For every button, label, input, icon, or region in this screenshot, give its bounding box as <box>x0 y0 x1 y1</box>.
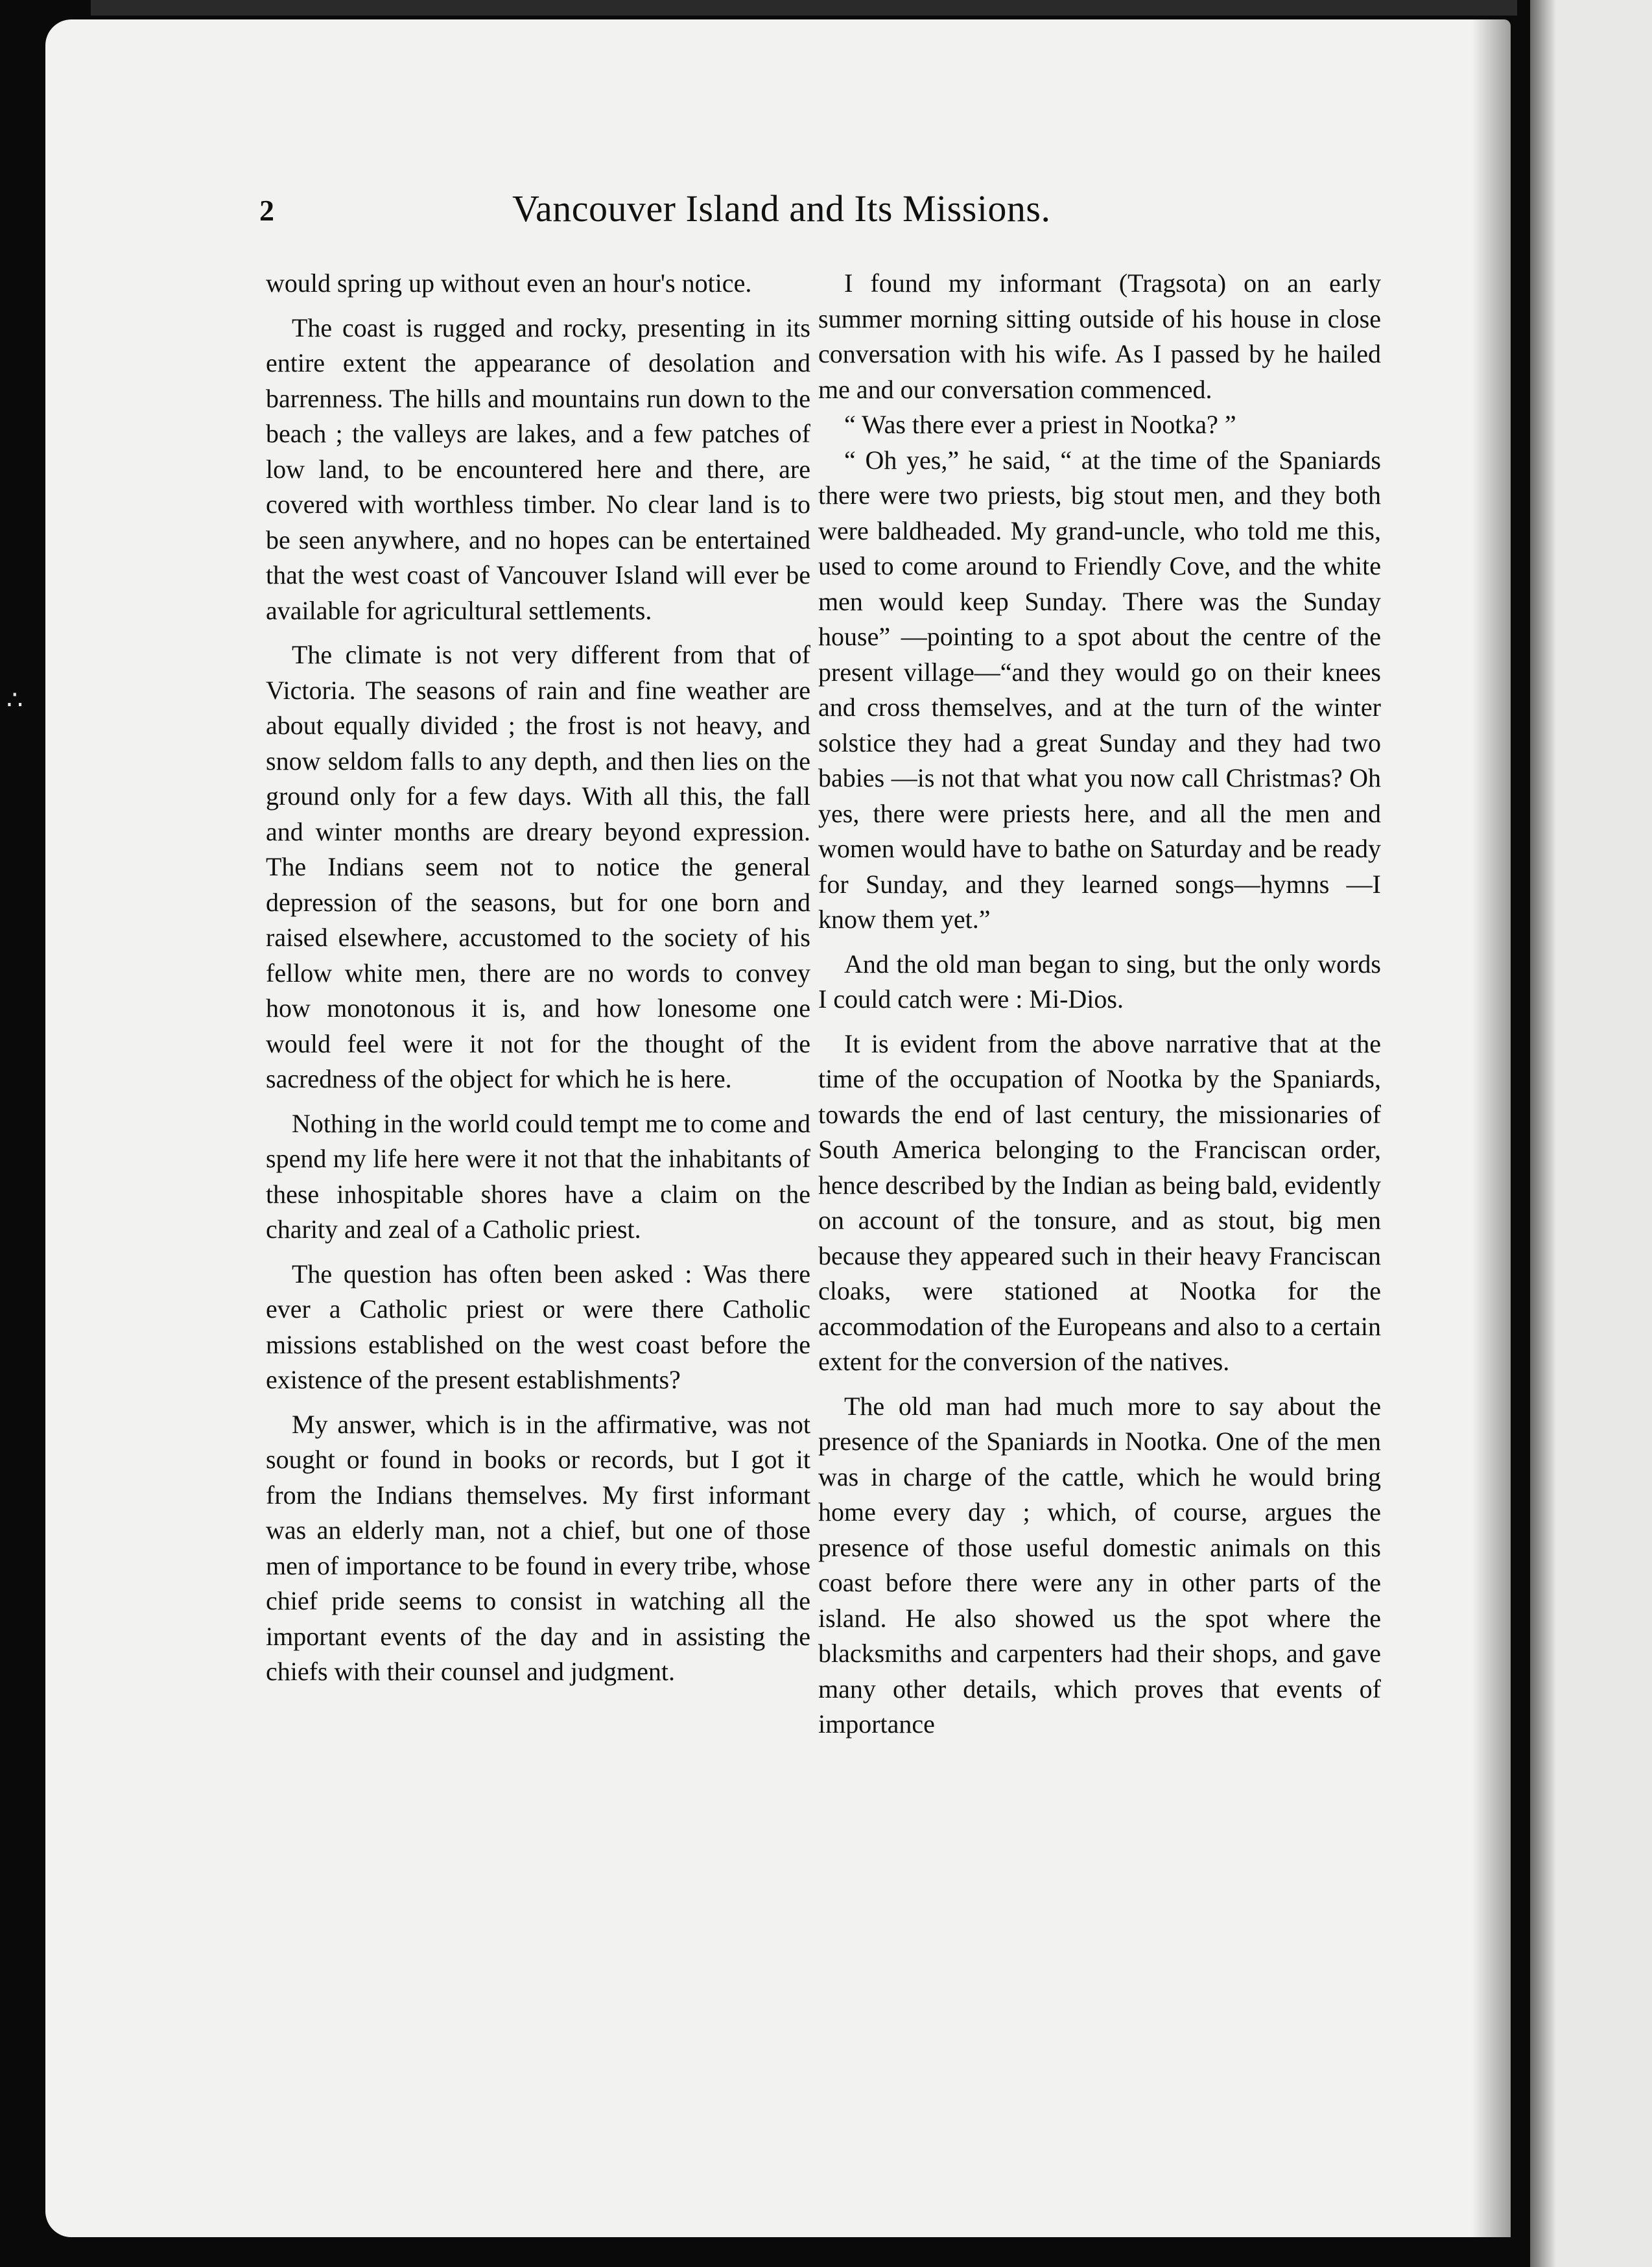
paragraph: The climate is not very different from that of Victoria. The seasons of rain and fine weather are about equally divided ; the frost is not heavy, and snow seldom falls to any depth, and then lies on the ground only for a few days. With all this, the fall and winter months are dreary beyond expression. The Indians seem not to notice the general depression of the seasons, but for one born and raised elsewhere, accustomed to the society of his fellow white men, there are no words to convey how monotonous it is, and how lonesome one would feel were it not for the thought of the sacredness of the object for which he is here. <box>266 640 810 1093</box>
paragraph: would spring up without even an hour's notice. <box>266 268 752 298</box>
scan-top-edge <box>91 0 1517 16</box>
paragraph: “ Was there ever a priest in Nootka? ” <box>844 410 1236 439</box>
paragraph: “ Oh yes,” he said, “ at the time of the Spaniards there were two priests, big stout men, and they both were baldheaded. My grand-uncle, who told me this, used to come around to Friendly Cove, and the white men would keep Sunday. There was the Sunday house” —pointing to a spot about the centre of the present village—“and they would go on their knees and cross themselves, and at the turn of the winter solstice they had a great Sunday and they had two babies —is not that what you now call Christmas? Oh yes, there were priests here, and all the men and women would have to bathe on Saturday and be ready for Sunday, and they learned songs—hymns —I know them yet.” <box>818 445 1381 934</box>
paragraph: The coast is rugged and rocky, presenting in its entire extent the appearance of desolation and barrenness. The hills and mountains run down to the beach ; the valleys are lakes, and a few patches of low land, to be encountered here and there, are covered with worthless timber. No clear land is to be seen anywhere, and no hopes can be entertained that the west coast of Vancouver Island will ever be available for agricultural settlements. <box>266 313 810 625</box>
page-number: 2 <box>259 194 274 227</box>
page-header <box>259 187 1362 239</box>
left-column <box>266 266 810 1690</box>
adjacent-page-edge <box>1530 0 1652 2267</box>
gutter-shadow <box>1472 19 1511 2237</box>
scan-speck: ∴ <box>6 685 23 715</box>
paragraph: My answer, which is in the affirmative, was not sought or found in books or records, but I got it from the Indians themselves. My first informant was an elderly man, not a chief, but one of those men of importance to be found in every tribe, whose chief pride seems to consist in watching all the important events of the day and in assisting the chiefs with their counsel and judgment. <box>266 1409 810 1686</box>
right-column <box>818 266 1381 1742</box>
paragraph: It is evident from the above narrative that at the time of the occupation of Nootka by the Spaniards, towards the end of last century, the missionaries of South America belonging to the Franciscan order, hence described by the Indian as being bald, evidently on account of the tonsure, and as stout, big men because they appeared such in their heavy Franciscan cloaks, were stationed at Nootka for the accommodation of the Europeans and also to a certain extent for the conversion of the natives. <box>818 1028 1381 1376</box>
paragraph: The question has often been asked : Was there ever a Catholic priest or were there Catholic missions established on the west coast before the existence of the present establishments? <box>266 1259 810 1394</box>
paragraph: Nothing in the world could tempt me to come and spend my life here were it not that the inhabitants of these inhospitable shores have a claim on the charity and zeal of a Catholic priest. <box>266 1108 810 1244</box>
running-title: Vancouver Island and Its Missions. <box>512 187 1051 230</box>
paragraph: The old man had much more to say about the presence of the Spaniards in Nootka. One of the men was in charge of the cattle, which he would bring home every day ; which, of course, argues the presence of those useful domestic animals on this coast before there were any in other parts of the island. He also showed us the spot where the blacksmiths and carpenters had their shops, and gave many other details, which proves that events of importance <box>818 1391 1381 1739</box>
adjacent-page-shadow <box>1530 0 1556 2267</box>
paragraph: I found my informant (Tragsota) on an early summer morning sitting outside of his house in close conversation with his wife. As I passed by he hailed me and our conversation commenced. <box>818 268 1381 404</box>
paragraph: And the old man began to sing, but the only words I could catch were : Mi-Dios. <box>818 949 1381 1014</box>
